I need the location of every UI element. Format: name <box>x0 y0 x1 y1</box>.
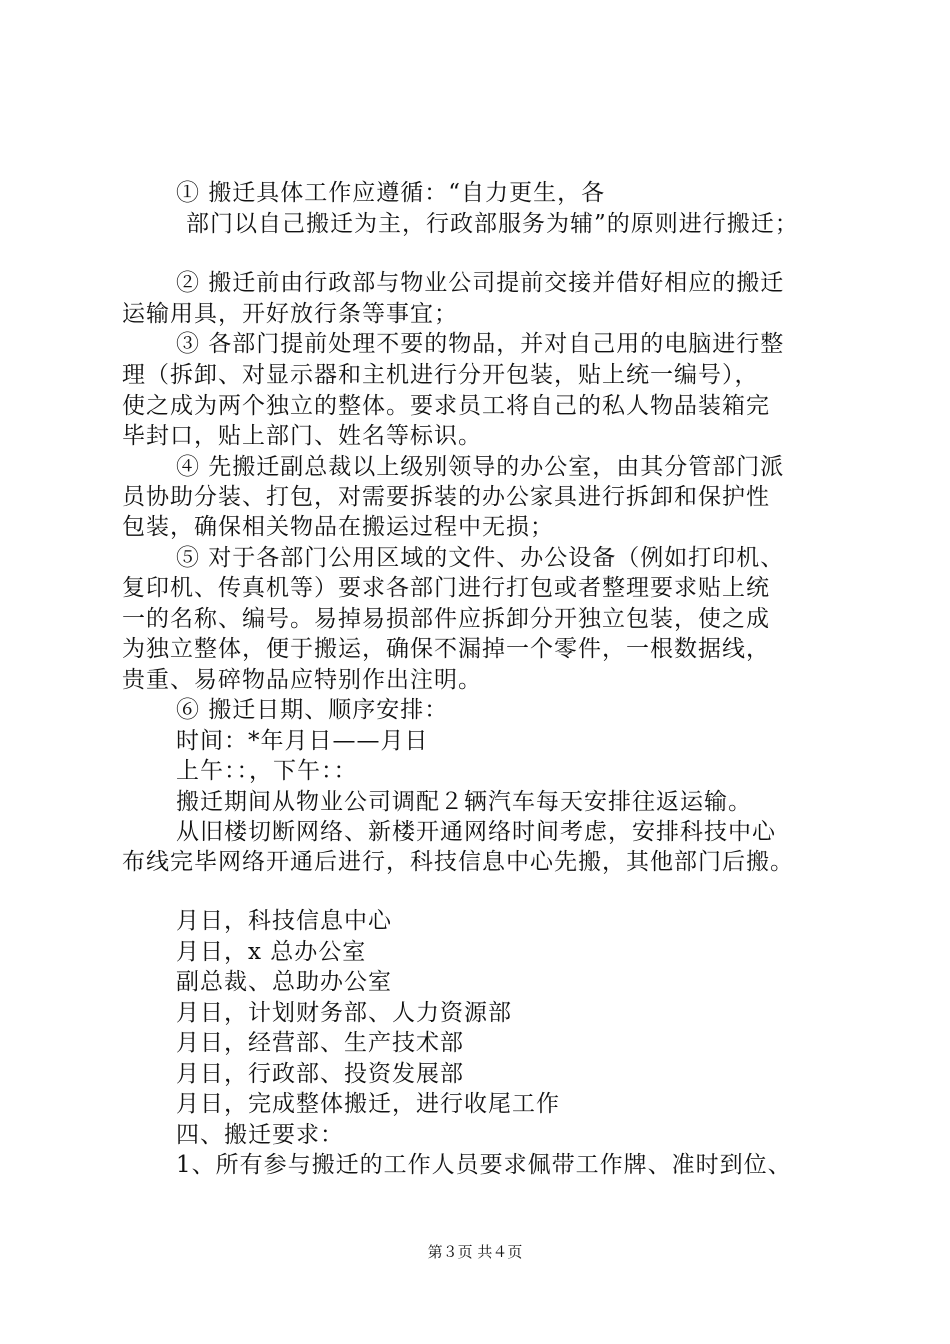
paragraph-line: ⑥ 搬迁日期、顺序安排： <box>176 697 449 723</box>
paragraph-line: 贵重、易碎物品应特别作出注明。 <box>122 667 482 693</box>
paragraph-line: 布线完毕网络开通后进行，科技信息中心先搬，其他部门后搬。 <box>122 849 794 875</box>
paragraph-line: ③ 各部门提前处理不要的物品，并对自己用的电脑进行整 <box>176 331 785 357</box>
paragraph-line: ① 搬迁具体工作应遵循：“自力更生，各 <box>176 180 606 206</box>
paragraph-line: 运输用具，开好放行条等事宜； <box>122 301 458 327</box>
paragraph-line: 搬迁期间从物业公司调配２辆汽车每天安排往返运输。 <box>176 789 752 815</box>
schedule-item: 月日，经营部、生产技术部 <box>176 1030 464 1056</box>
paragraph-line: ⑤ 对于各部门公用区域的文件、办公设备（例如打印机、 <box>176 545 785 571</box>
paragraph-line: 复印机、传真机等）要求各部门进行打包或者整理要求贴上统 <box>122 575 770 601</box>
paragraph-line: 部门以自己搬迁为主，行政部服务为辅”的原则进行搬迁； <box>186 211 799 237</box>
page-footer: 第３页 共４页 <box>427 1243 523 1261</box>
paragraph-line: 为独立整体，便于搬运，确保不漏掉一个零件，一根数据线， <box>122 636 770 662</box>
paragraph-line: 毕封口，贴上部门、姓名等标识。 <box>122 423 482 449</box>
paragraph-line: 员协助分装、打包，对需要拆装的办公家具进行拆卸和保护性 <box>122 484 770 510</box>
paragraph-line: 包装，确保相关物品在搬运过程中无损； <box>122 514 554 540</box>
paragraph-line: 上午：：，下午：： <box>176 758 358 784</box>
paragraph-line: 一的名称、编号。易掉易损部件应拆卸分开独立包装，使之成 <box>122 606 770 632</box>
paragraph-line: ② 搬迁前由行政部与物业公司提前交接并借好相应的搬迁 <box>176 270 785 296</box>
schedule-item: 月日，科技信息中心 <box>176 908 392 934</box>
schedule-item: 月日，计划财务部、人力资源部 <box>176 1000 512 1026</box>
paragraph-line: 时间：*年月日——月日 <box>176 728 429 754</box>
paragraph-line: 1、所有参与搬迁的工作人员要求佩带工作牌、准时到位、 <box>176 1152 792 1178</box>
paragraph-line: ④ 先搬迁副总裁以上级别领导的办公室，由其分管部门派 <box>176 454 785 480</box>
section-heading: 四、搬迁要求： <box>176 1122 344 1148</box>
paragraph-line: 从旧楼切断网络、新楼开通网络时间考虑，安排科技中心 <box>176 819 776 845</box>
schedule-item: 月日，完成整体搬迁，进行收尾工作 <box>176 1091 560 1117</box>
schedule-item: 月日，x 总办公室 <box>176 939 367 965</box>
paragraph-line: 理（拆卸、对显示器和主机进行分开包装，贴上统一编号）， <box>122 362 759 388</box>
schedule-item: 月日，行政部、投资发展部 <box>176 1061 464 1087</box>
paragraph-line: 使之成为两个独立的整体。要求员工将自己的私人物品装箱完 <box>122 393 770 419</box>
schedule-item: 副总裁、总助办公室 <box>176 969 392 995</box>
